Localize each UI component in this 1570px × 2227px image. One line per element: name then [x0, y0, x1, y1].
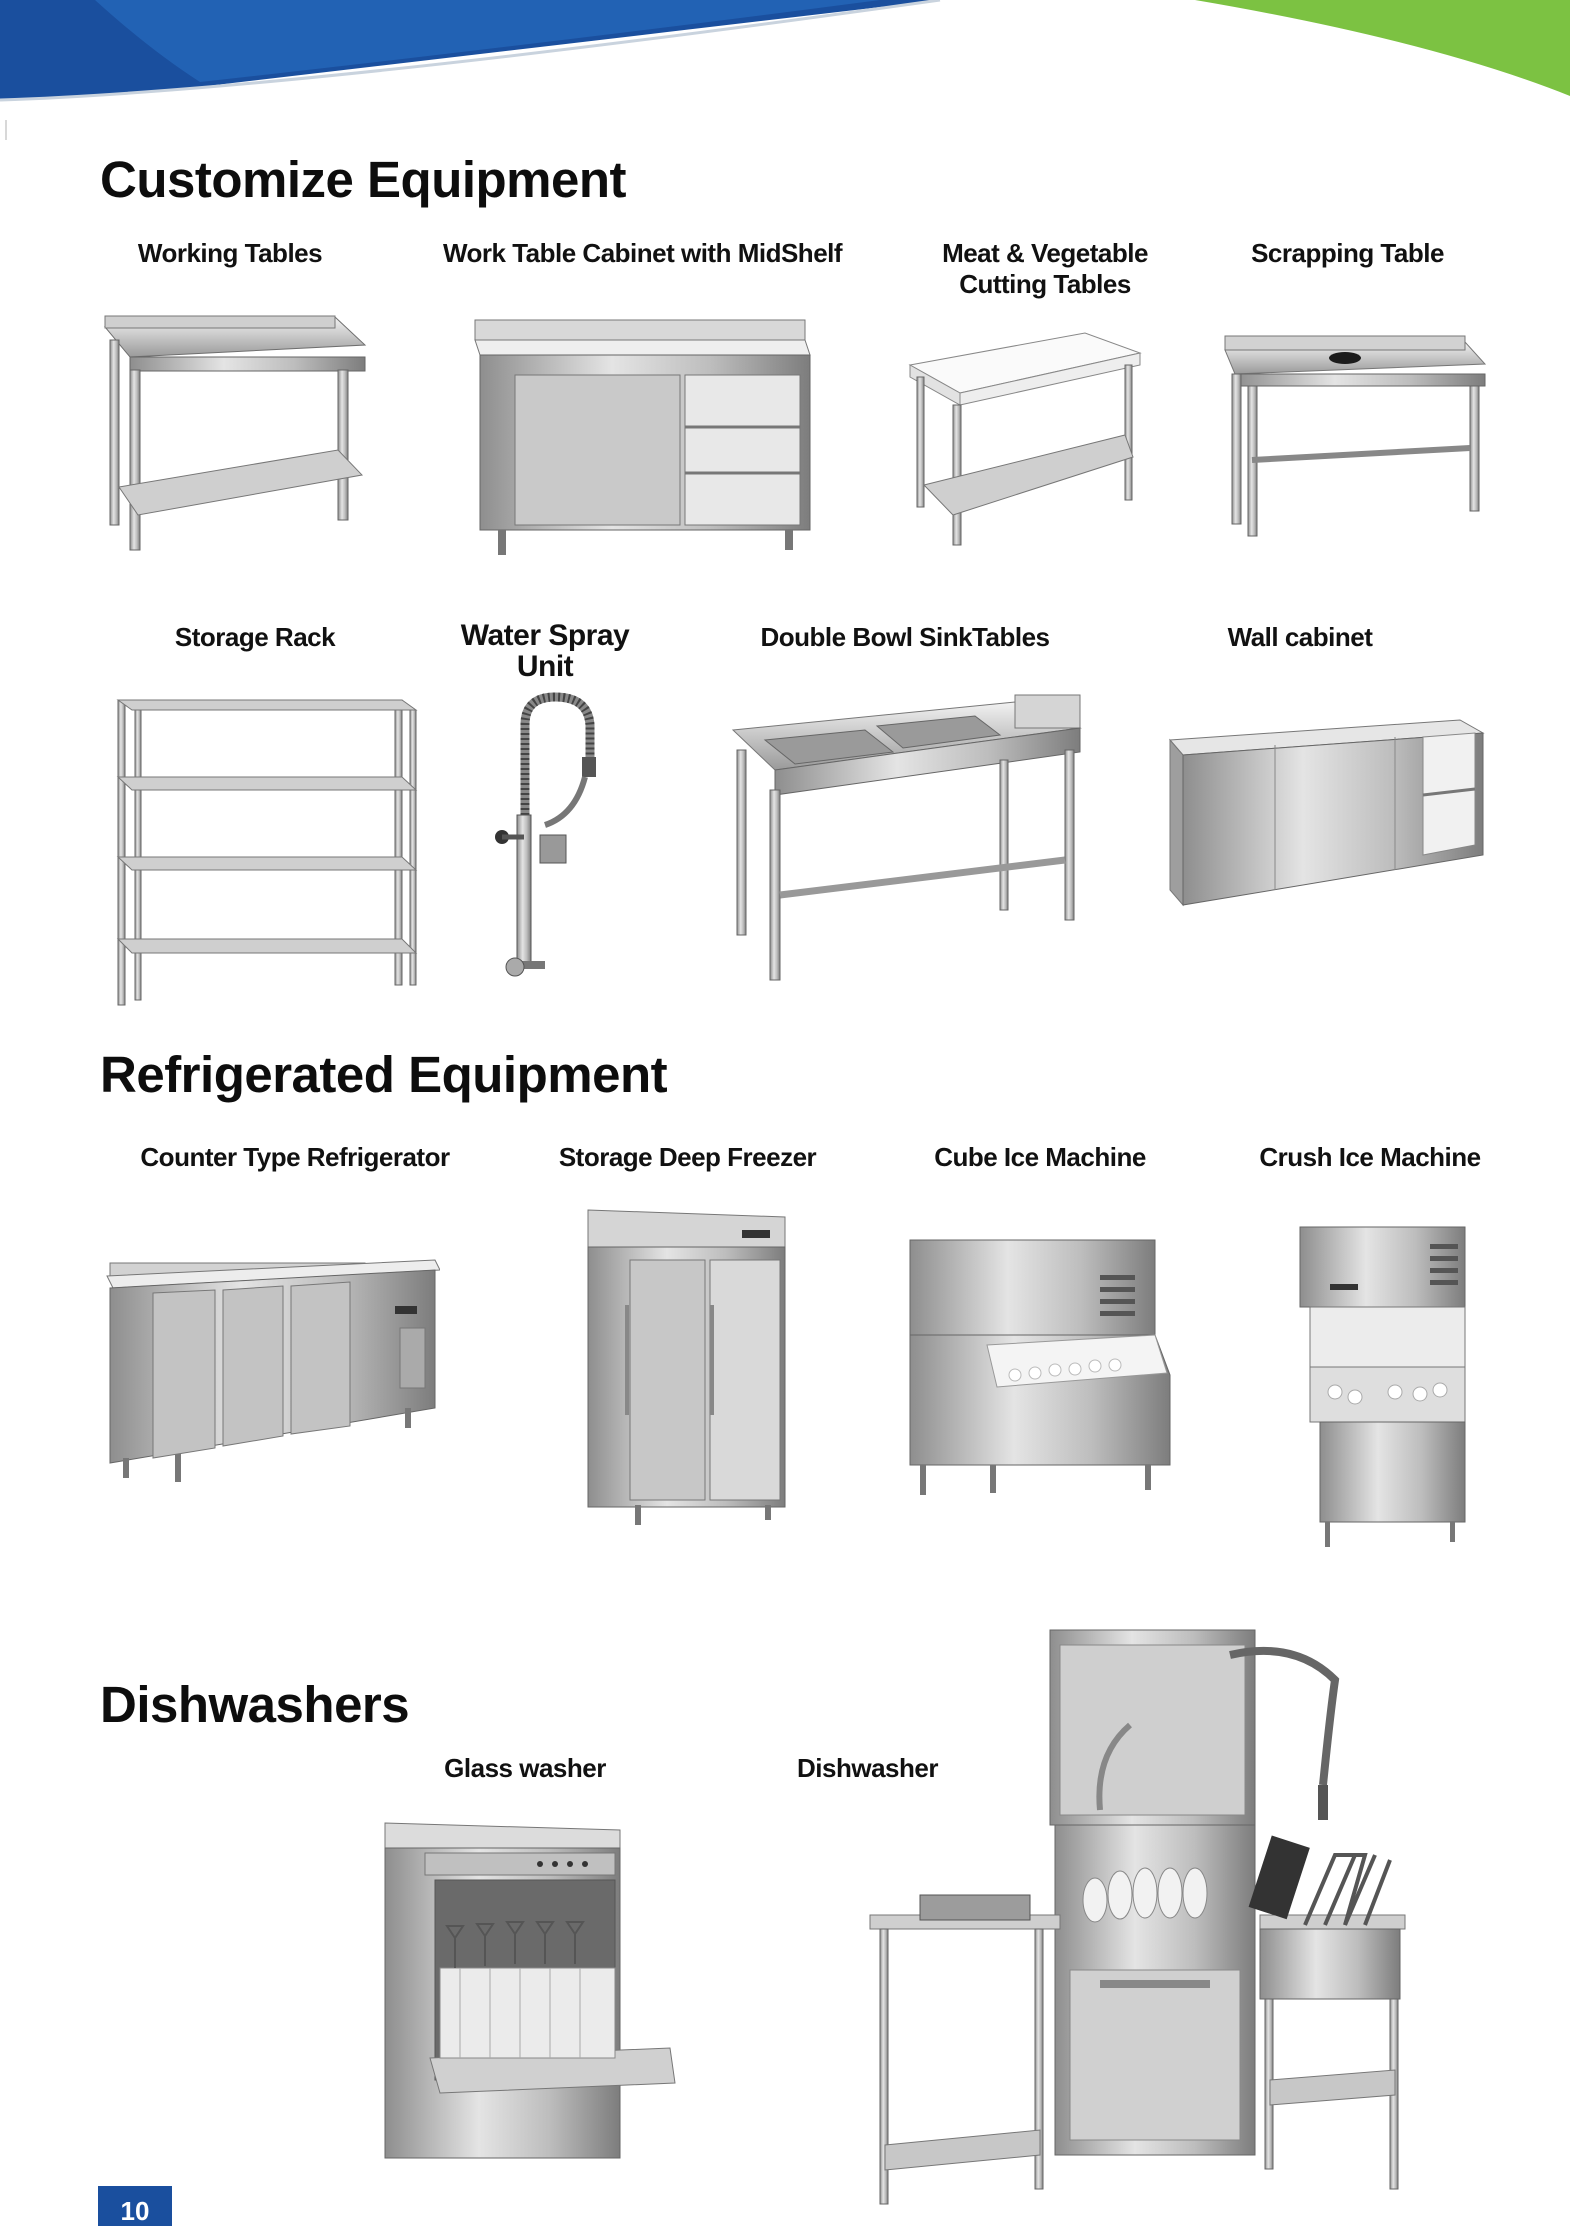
- caption-work-table-cabinet: Work Table Cabinet with MidShelf: [442, 238, 843, 268]
- caption-counter-refrigerator: Counter Type Refrigerator: [140, 1142, 450, 1172]
- caption-double-bowl-sink: Double Bowl SinkTables: [760, 622, 1050, 652]
- caption-storage-rack: Storage Rack: [174, 622, 336, 652]
- section-title-dishwashers: Dishwashers: [100, 1676, 410, 1733]
- caption-cutting-tables: Meat & Vegetable Cutting Tables: [942, 238, 1148, 299]
- cube-ice-machine-image: [905, 1235, 1175, 1500]
- storage-rack-image: [110, 695, 425, 1010]
- header-banner: [0, 0, 1570, 140]
- hood-dishwasher-image: [865, 1625, 1410, 2215]
- counter-refrigerator-image: [105, 1258, 440, 1488]
- caption-crush-ice-machine: Crush Ice Machine: [1259, 1142, 1481, 1172]
- glass-washer-image: [380, 1818, 680, 2163]
- page-number: 10: [120, 2196, 150, 2226]
- section-title-refrigerated-equipment: Refrigerated Equipment: [100, 1046, 668, 1103]
- water-spray-unit-image: [490, 685, 630, 985]
- page-number-badge: [98, 2186, 172, 2226]
- cutting-table-image: [905, 325, 1145, 550]
- working-table-image: [100, 315, 370, 560]
- caption-deep-freezer: Storage Deep Freezer: [558, 1142, 817, 1172]
- scrapping-table-image: [1220, 330, 1490, 545]
- caption-scrapping-table: Scrapping Table: [1251, 238, 1444, 268]
- crush-ice-machine-image: [1245, 1222, 1480, 1552]
- caption-water-spray-unit: Water Spray Unit: [460, 619, 630, 683]
- work-table-cabinet-image: [470, 315, 815, 560]
- section-title-customize-equipment: Customize Equipment: [100, 151, 627, 208]
- caption-glass-washer: Glass washer: [444, 1753, 606, 1783]
- double-bowl-sink-image: [725, 690, 1085, 990]
- caption-wall-cabinet: Wall cabinet: [1227, 622, 1373, 652]
- caption-cube-ice-machine: Cube Ice Machine: [934, 1142, 1146, 1172]
- caption-dishwasher: Dishwasher: [797, 1753, 938, 1783]
- caption-working-tables: Working Tables: [137, 238, 323, 268]
- deep-freezer-image: [580, 1205, 795, 1530]
- wall-cabinet-image: [1165, 715, 1485, 910]
